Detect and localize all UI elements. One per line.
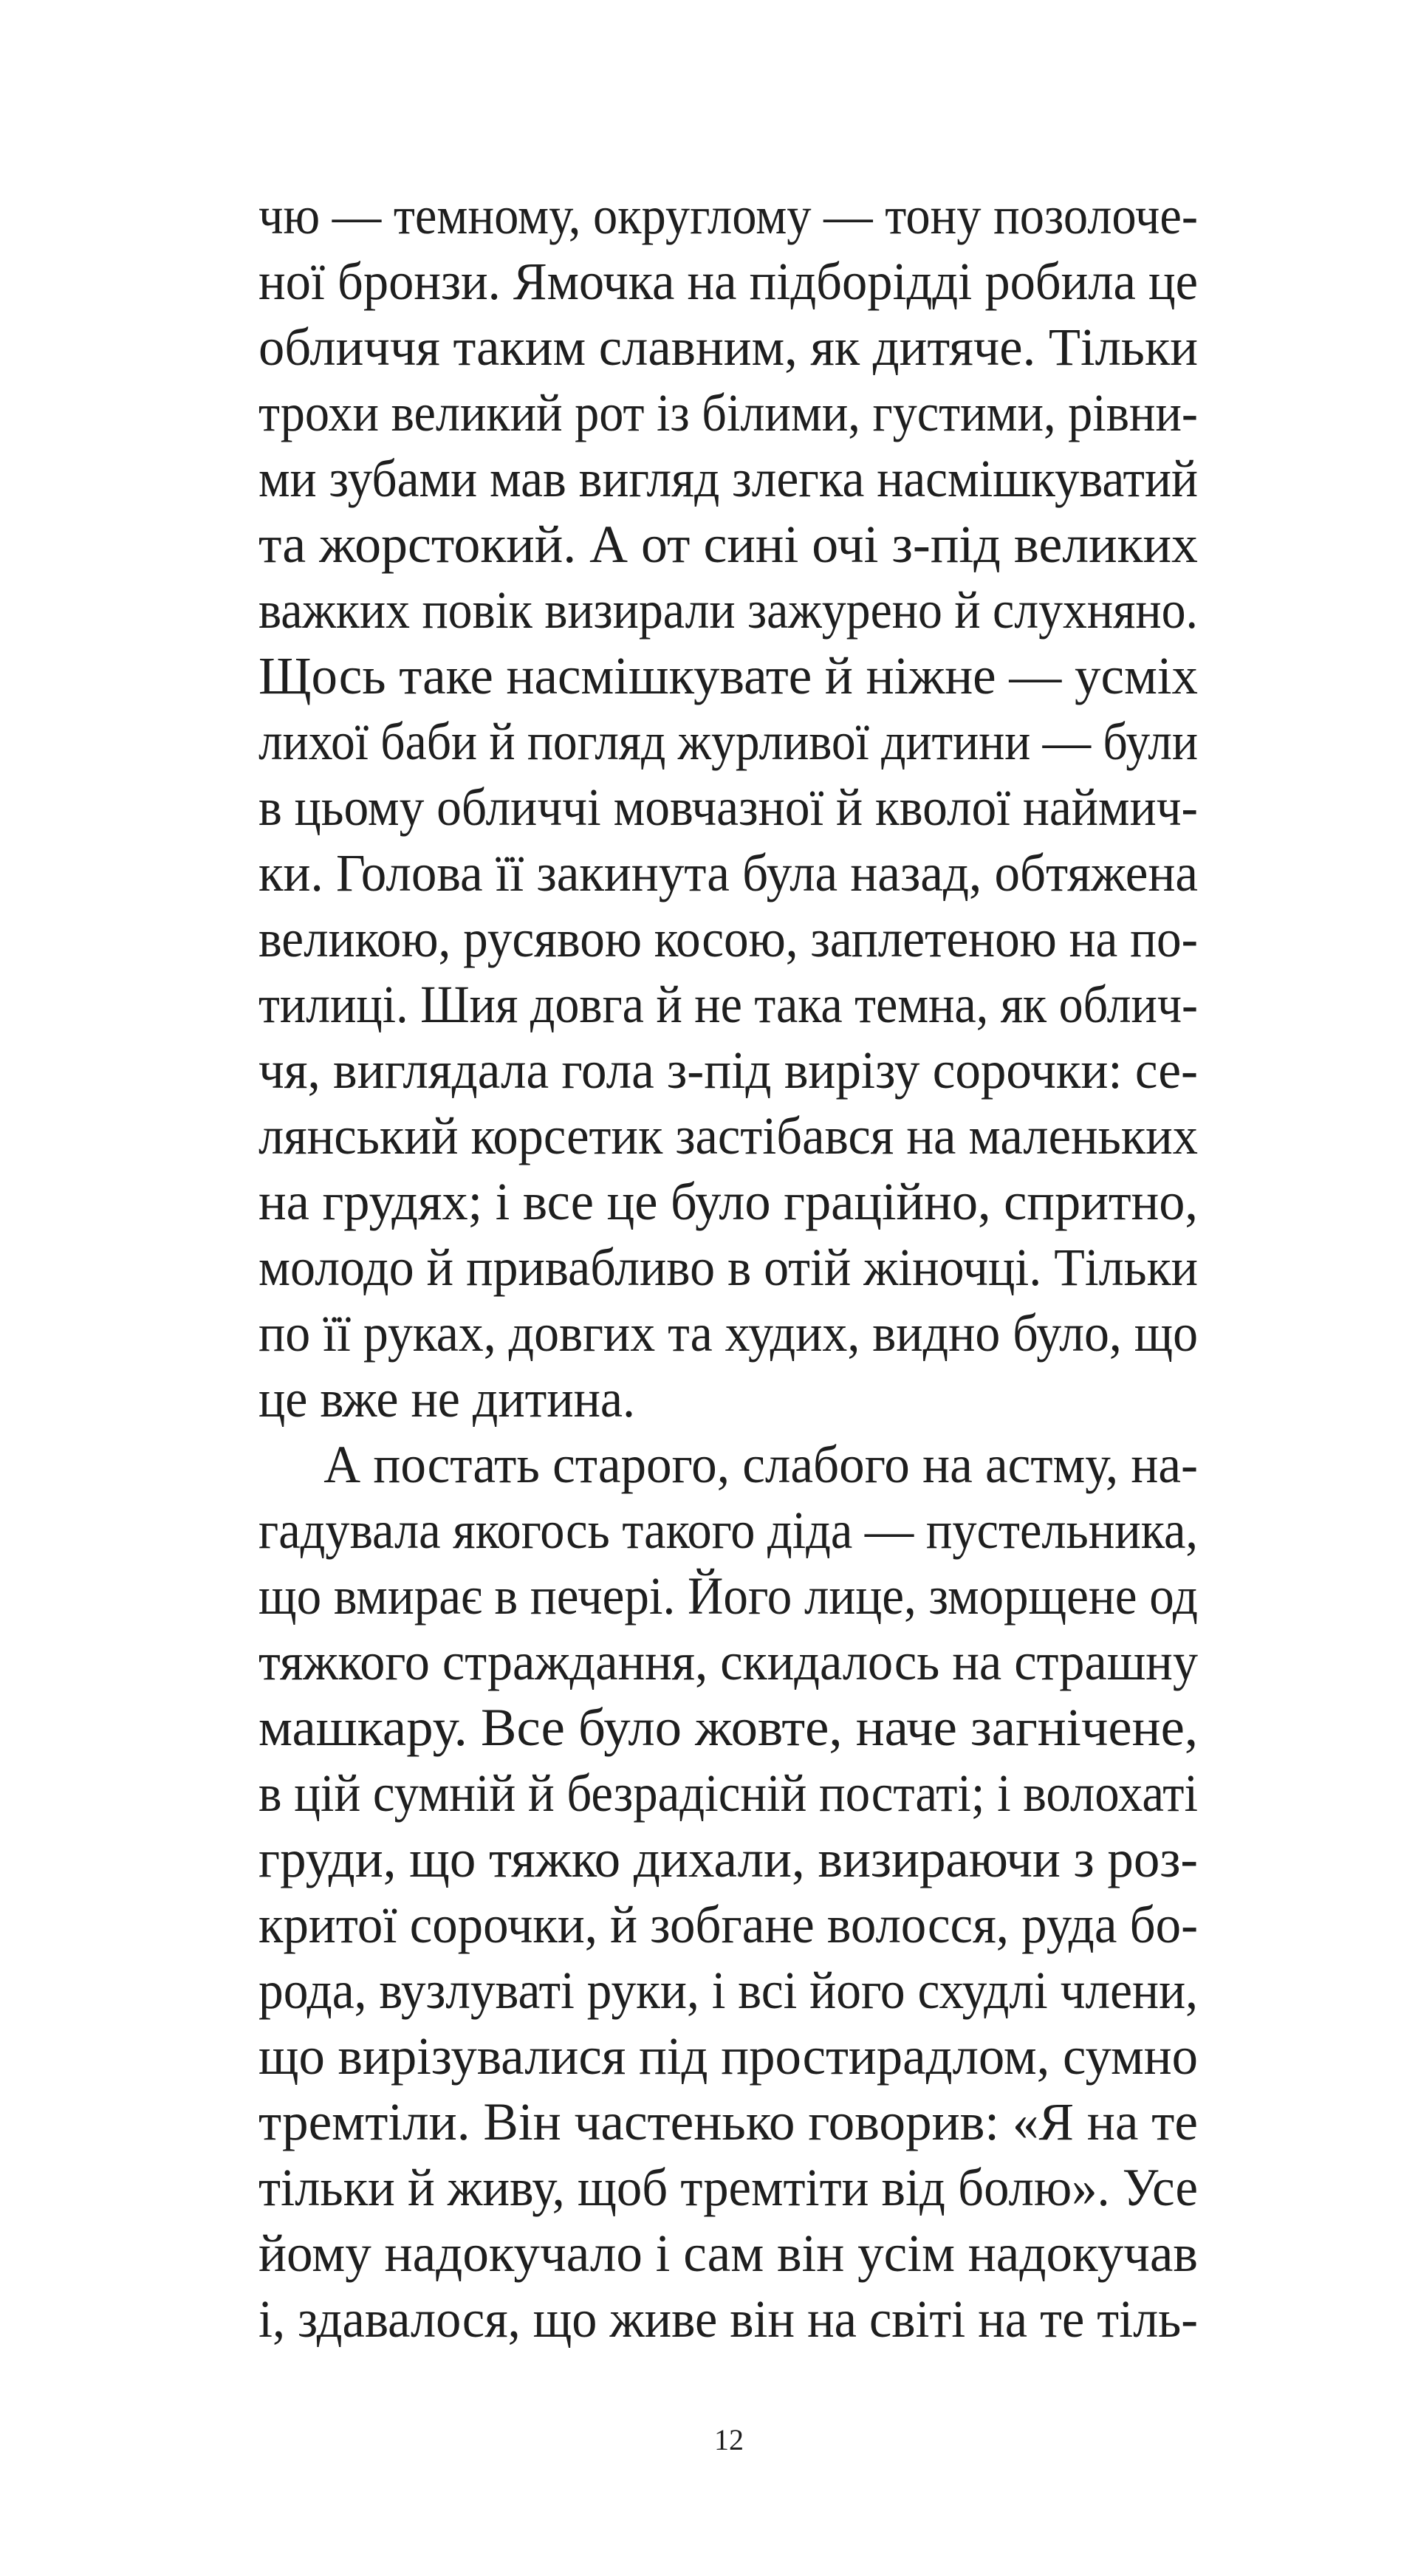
body-text <box>258 183 1198 2352</box>
text-line: ки. Голова її закинута була назад, обтяжена <box>258 843 1198 902</box>
text-line: А постать старого, слабого на астму, на- <box>323 1435 1199 1494</box>
text-line: рода, вузлуваті руки, і всі його схудлі члени, <box>258 1961 1198 2020</box>
text-line: ної бронзи. Ямочка на підборідді робила це <box>258 252 1198 311</box>
text-line: лянський корсетик застібався на маленьких <box>258 1106 1198 1165</box>
text-line: тяжкого страждання, скидалось на страшну <box>258 1632 1198 1691</box>
page-number: 12 <box>714 2423 744 2456</box>
text-line: що вирізувалися під простирадлом, сумно <box>258 2027 1198 2086</box>
text-line: на грудях; і все це було граційно, спритно, <box>258 1172 1198 1231</box>
text-line: тільки й живу, щоб тремтіти від болю». Усе <box>258 2158 1198 2217</box>
text-line: чя, виглядала гола з-під вирізу сорочки: се- <box>258 1041 1198 1100</box>
text-line: важких повік визирали зажурено й слухняно. <box>258 580 1198 640</box>
text-line: ми зубами мав вигляд злегка насмішкуватий <box>258 449 1198 508</box>
text-line: це вже не дитина. <box>258 1369 635 1428</box>
text-line: чю — темному, округлому — тону позолоче- <box>258 186 1198 245</box>
text-line: та жорстокий. А от сині очі з-під великих <box>258 515 1198 574</box>
text-line: машкару. Все було жовте, наче загнічене, <box>258 1698 1198 1757</box>
text-line: в цій сумній й безрадісній постаті; і волохаті <box>258 1764 1198 1823</box>
text-line: критої сорочки, й зобгане волосся, руда бо- <box>258 1895 1198 1954</box>
text-line: в цьому обличчі мовчазної й кволої наймич- <box>258 778 1198 837</box>
text-line: тремтіли. Він частенько говорив: «Я на те <box>258 2092 1198 2151</box>
text-line: і, здавалося, що живе він на світі на те тіль- <box>258 2289 1198 2349</box>
text-line: що вмирає в печері. Його лице, зморщене од <box>258 1566 1198 1626</box>
text-line: Щось таке насмішкувате й ніжне — усміх <box>258 646 1198 705</box>
text-line: лихої баби й погляд журливої дитини — були <box>258 712 1198 771</box>
text-line: молодо й привабливо в отій жіночці. Тільки <box>258 1238 1198 1297</box>
text-line: по її руках, довгих та худих, видно було, що <box>258 1304 1198 1363</box>
text-line: груди, що тяжко дихали, визираючи з роз- <box>258 1829 1198 1888</box>
text-line: обличчя таким славним, як дитяче. Тільки <box>258 318 1198 377</box>
text-line: гадувала якогось такого діда — пустельника, <box>258 1501 1198 1560</box>
text-line: йому надокучало і сам він усім надокучав <box>258 2224 1198 2283</box>
text-line: трохи великий рот із білими, густими, рівни- <box>258 383 1198 442</box>
text-line: тилиці. Шия довга й не така темна, як облич- <box>258 975 1198 1034</box>
text-line: великою, русявою косою, заплетеною на по- <box>258 909 1198 968</box>
